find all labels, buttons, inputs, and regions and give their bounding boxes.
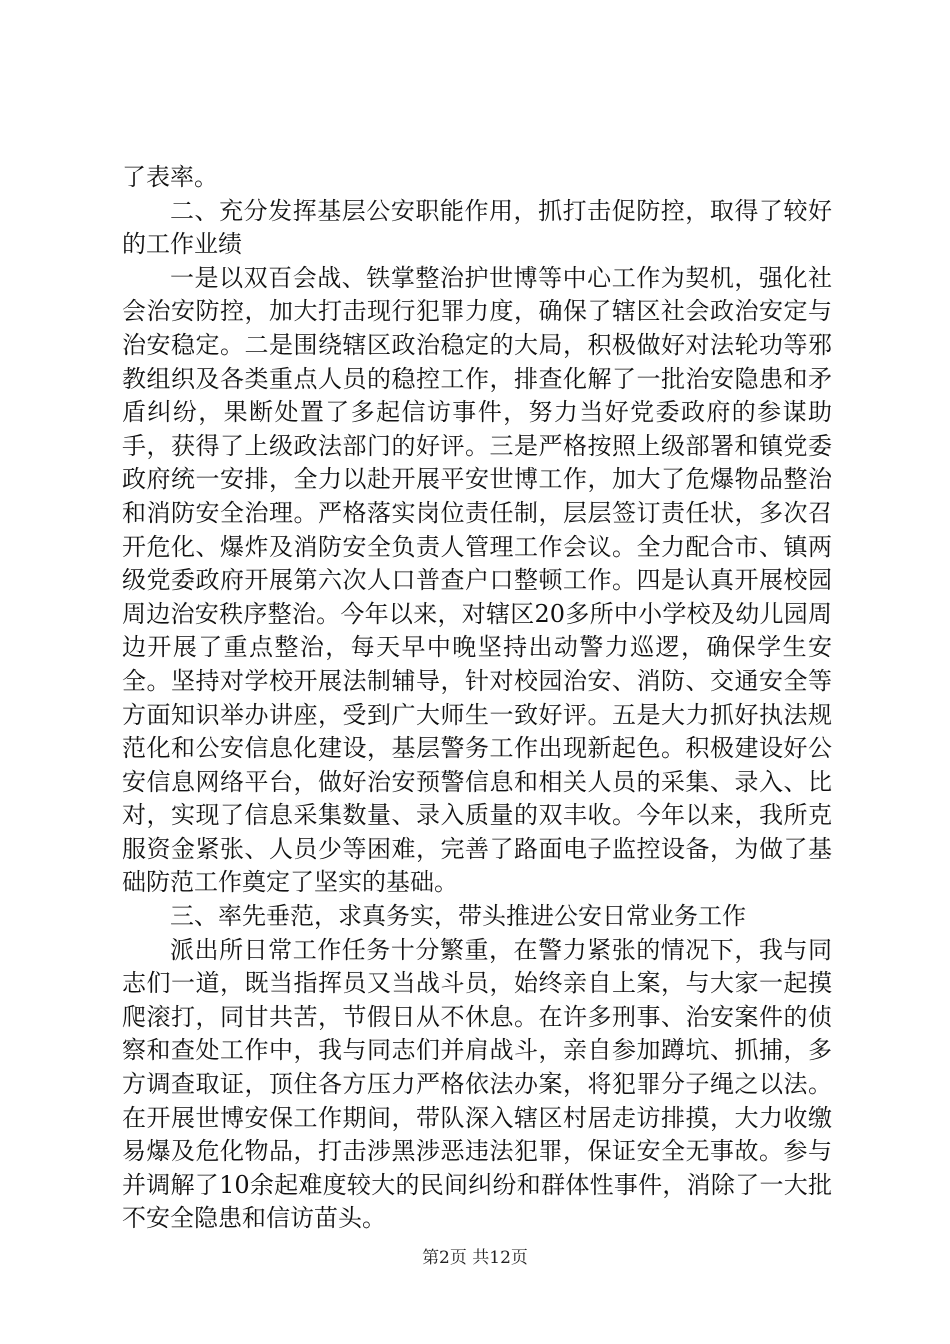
page-footer: 第2页 共12页 <box>422 1248 528 1268</box>
paragraph-continuation: 了表率。 <box>122 163 218 191</box>
paragraph-work-results: 一是以双百会战、铁掌整治护世博等中心工作为契机，强化社会治安防控，加大打击现行犯罪力度，确保了辖区社会政治安定与治安稳定。二是围绕辖区政治稳定的大局，积极做好对法轮功等邪教组织及各类重点人员的稳控工作，排查化解了一批治安隐患和矛盾纠纷，果断处置了多起信访事件，努力当好党委政府的参谋助手，获得了上级政法部门的好评。三是严格按照上级部署和镇党委政府统一安排，全力以赴开展平安世博工作，加大了危爆物品整治和消防安全治理。严格落实岗位责任制，层层签订责任状，多次召开危化、爆炸及消防安全负责人管理工作会议。全力配合市、镇两级党委政府开展第六次人口普查户口整顿工作。四是认真开展校园周边治安秩序整治。今年以来，对辖区20多所中小学校及幼儿园周边开展了重点整治，每天早中晚坚持出动警力巡逻，确保学生安全。坚持对学校开展法制辅导，针对校园治安、消防、交通安全等方面知识举办讲座，受到广大师生一致好评。五是大力抓好执法规范化和公安信息化建设，基层警务工作出现新起色。积极建设好公安信息网络平台，做好治安预警信息和相关人员的采集、录入、比对，实现了信息采集数量、录入质量的双丰收。今年以来，我所克服资金紧张、人员少等困难，完善了路面电子监控设备，为做了基础防范工作奠定了坚实的基础。 <box>122 263 832 897</box>
section-heading-3: 三、率先垂范，求真务实，带头推进公安日常业务工作 <box>170 902 746 931</box>
section-heading-2: 二、充分发挥基层公安职能作用，抓打击促防控，取得了较好的工作业绩 <box>122 196 832 259</box>
document-body <box>122 161 832 1236</box>
paragraph-daily-work: 派出所日常工作任务十分繁重，在警力紧张的情况下，我与同志们一道，既当指挥员又当战斗员，始终亲自上案，与大家一起摸爬滚打，同甘共苦，节假日从不休息。在许多刑事、治安案件的侦察和查处工作中，我与同志们并肩战斗，亲自参加蹲坑、抓捕，多方调查取证，顶住各方压力严格依法办案，将犯罪分子绳之以法。在开展世博安保工作期间，带队深入辖区村居走访排摸，大力收缴易爆及危化物品，打击涉黑涉恶违法犯罪，保证安全无事故。参与并调解了10余起难度较大的民间纠纷和群体性事件，消除了一大批不安全隐患和信访苗头。 <box>122 935 832 1233</box>
